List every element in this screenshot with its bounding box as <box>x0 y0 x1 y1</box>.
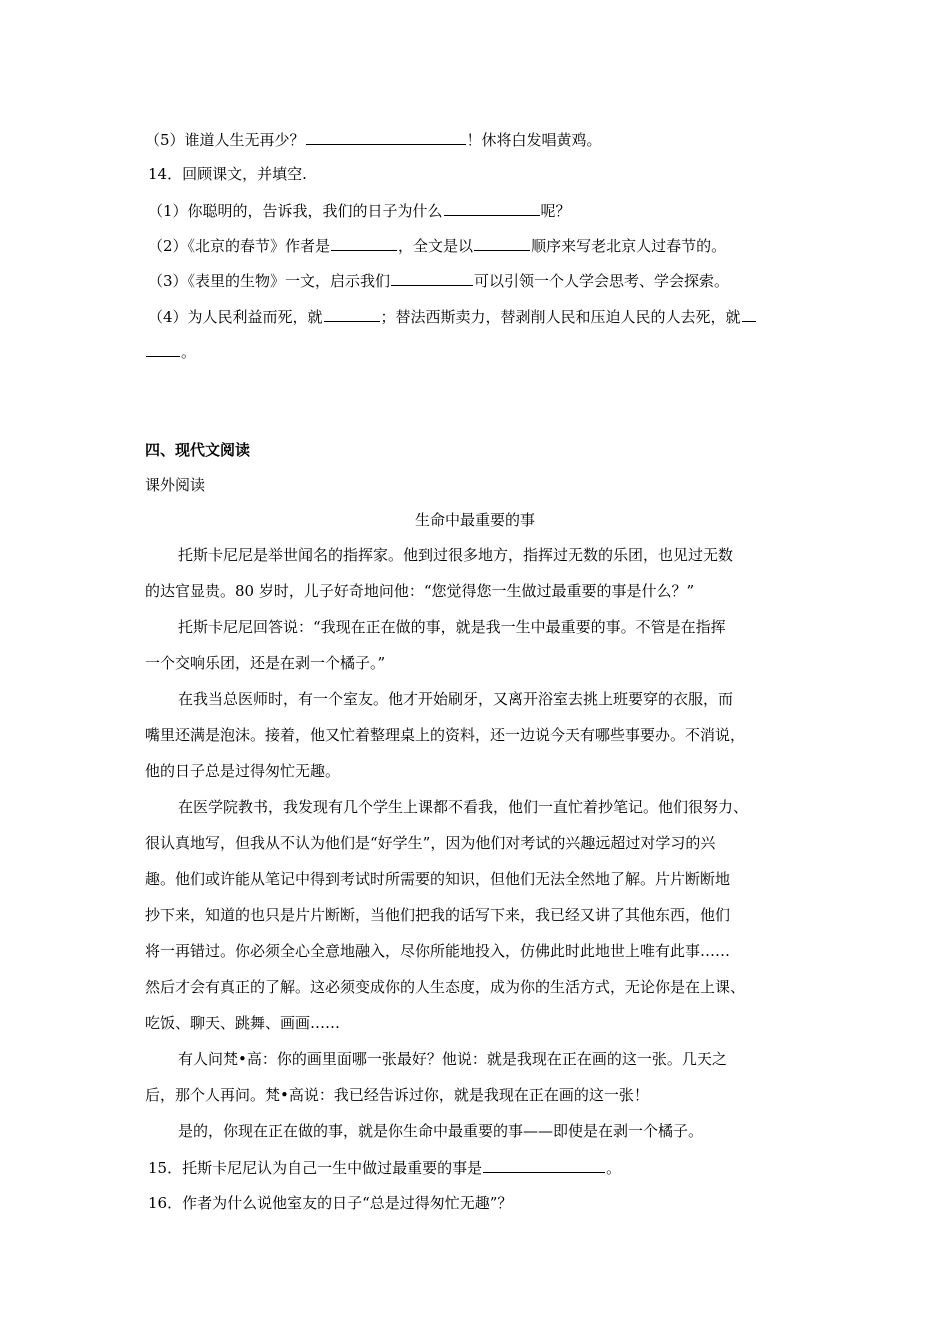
passage-line: 后，那个人再问。梵•高说：我已经告诉过你，就是我现在正在画的这一张！ <box>145 1086 649 1104</box>
q14-4: （4）为人民利益而死，就 ；替法西斯卖力，替剥削人民和压迫人民的人去死，就 <box>148 306 757 327</box>
passage-line: 一个交响乐团，还是在剥一个橘子。” <box>145 654 386 672</box>
passage-line: 嘴里还满是泡沫。接着，他又忙着整理桌上的资料，还一边说今天有哪些事要办。不消说， <box>145 726 746 744</box>
q14-2: （2）《北京的春节》作者是 ，全文是以 顺序来写老北京人过春节的。 <box>148 237 727 255</box>
q14-1: （1）你聪明的，告诉我，我们的日子为什么 呢？ <box>148 202 571 220</box>
passage-line: 在我当总医师时，有一个室友。他才开始刷牙，又离开浴室去挑上班要穿的衣服，而 <box>178 690 734 708</box>
passage-title: 生命中最重要的事 <box>414 511 535 529</box>
passage-line: 很认真地写，但我从不认为他们是“好学生”，因为他们对考试的兴趣远超过对学习的兴 <box>145 834 716 852</box>
answer-blank[interactable] <box>474 235 530 251</box>
passage-line: 将一再错过。你必须全心全意地融入，尽你所能地投入，仿佛此时此地世上唯有此事…… <box>145 942 731 960</box>
answer-blank[interactable] <box>742 306 756 322</box>
section-subheading: 课外阅读 <box>145 476 206 494</box>
passage-line: 抄下来，知道的也只是片片断断，当他们把我的话写下来，我已经又讲了其他东西，他们 <box>145 906 731 924</box>
answer-blank[interactable] <box>324 306 380 322</box>
q14-3: （3）《表里的生物》一文，启示我们 可以引领一个人学会思考、学会探索。 <box>148 272 730 290</box>
passage-line: 托斯卡尼尼回答说：“我现在正在做的事，就是我一生中最重要的事。不管是在指挥 <box>178 618 726 636</box>
answer-blank[interactable] <box>146 341 180 357</box>
passage-line: 趣。他们或许能从笔记中得到考试时所需要的知识，但他们无法全然地了解。片片断断地 <box>145 870 731 888</box>
section-heading: 四、现代文阅读 <box>145 441 251 459</box>
passage-line: 在医学院教书，我发现有几个学生上课都不看我，他们一直忙着抄笔记。他们很努力、 <box>178 798 749 816</box>
q13-5: （5）谁道人生无再少？ ！休将白发唱黄鸡。 <box>145 131 602 149</box>
answer-blank[interactable] <box>391 270 473 286</box>
passage-line: 吃饭、聊天、跳舞、画画…… <box>145 1014 341 1032</box>
answer-blank[interactable] <box>331 235 397 251</box>
passage-line: 的达官显贵。80 岁时，儿子好奇地问他：“您觉得您一生做过最重要的事是什么？” <box>145 582 695 600</box>
passage-line: 是的，你现在正在做的事，就是你生命中最重要的事——即使是在剥一个橘子。 <box>178 1122 704 1140</box>
q16: 16．作者为什么说他室友的日子“总是过得匆忙无趣”？ <box>148 1194 513 1212</box>
answer-blank[interactable] <box>444 200 540 216</box>
answer-blank[interactable] <box>483 1157 605 1173</box>
q14-4-cont: 。 <box>145 341 196 362</box>
passage-line: 有人问梵•高：你的画里面哪一张最好？他说：就是我现在正在画的这一张。几天之 <box>178 1050 727 1068</box>
passage-line: 然后才会有真正的了解。这必须变成你的人生态度，成为你的生活方式，无论你是在上课、 <box>145 978 746 996</box>
q14-title: 14．回顾课文，并填空. <box>148 165 307 183</box>
q15: 15．托斯卡尼尼认为自己一生中做过最重要的事是 。 <box>148 1159 622 1177</box>
passage-line: 他的日子总是过得匆忙无趣。 <box>145 762 341 780</box>
passage-line: 托斯卡尼尼是举世闻名的指挥家。他到过很多地方，指挥过无数的乐团，也见过无数 <box>178 546 734 564</box>
answer-blank[interactable] <box>306 129 466 145</box>
